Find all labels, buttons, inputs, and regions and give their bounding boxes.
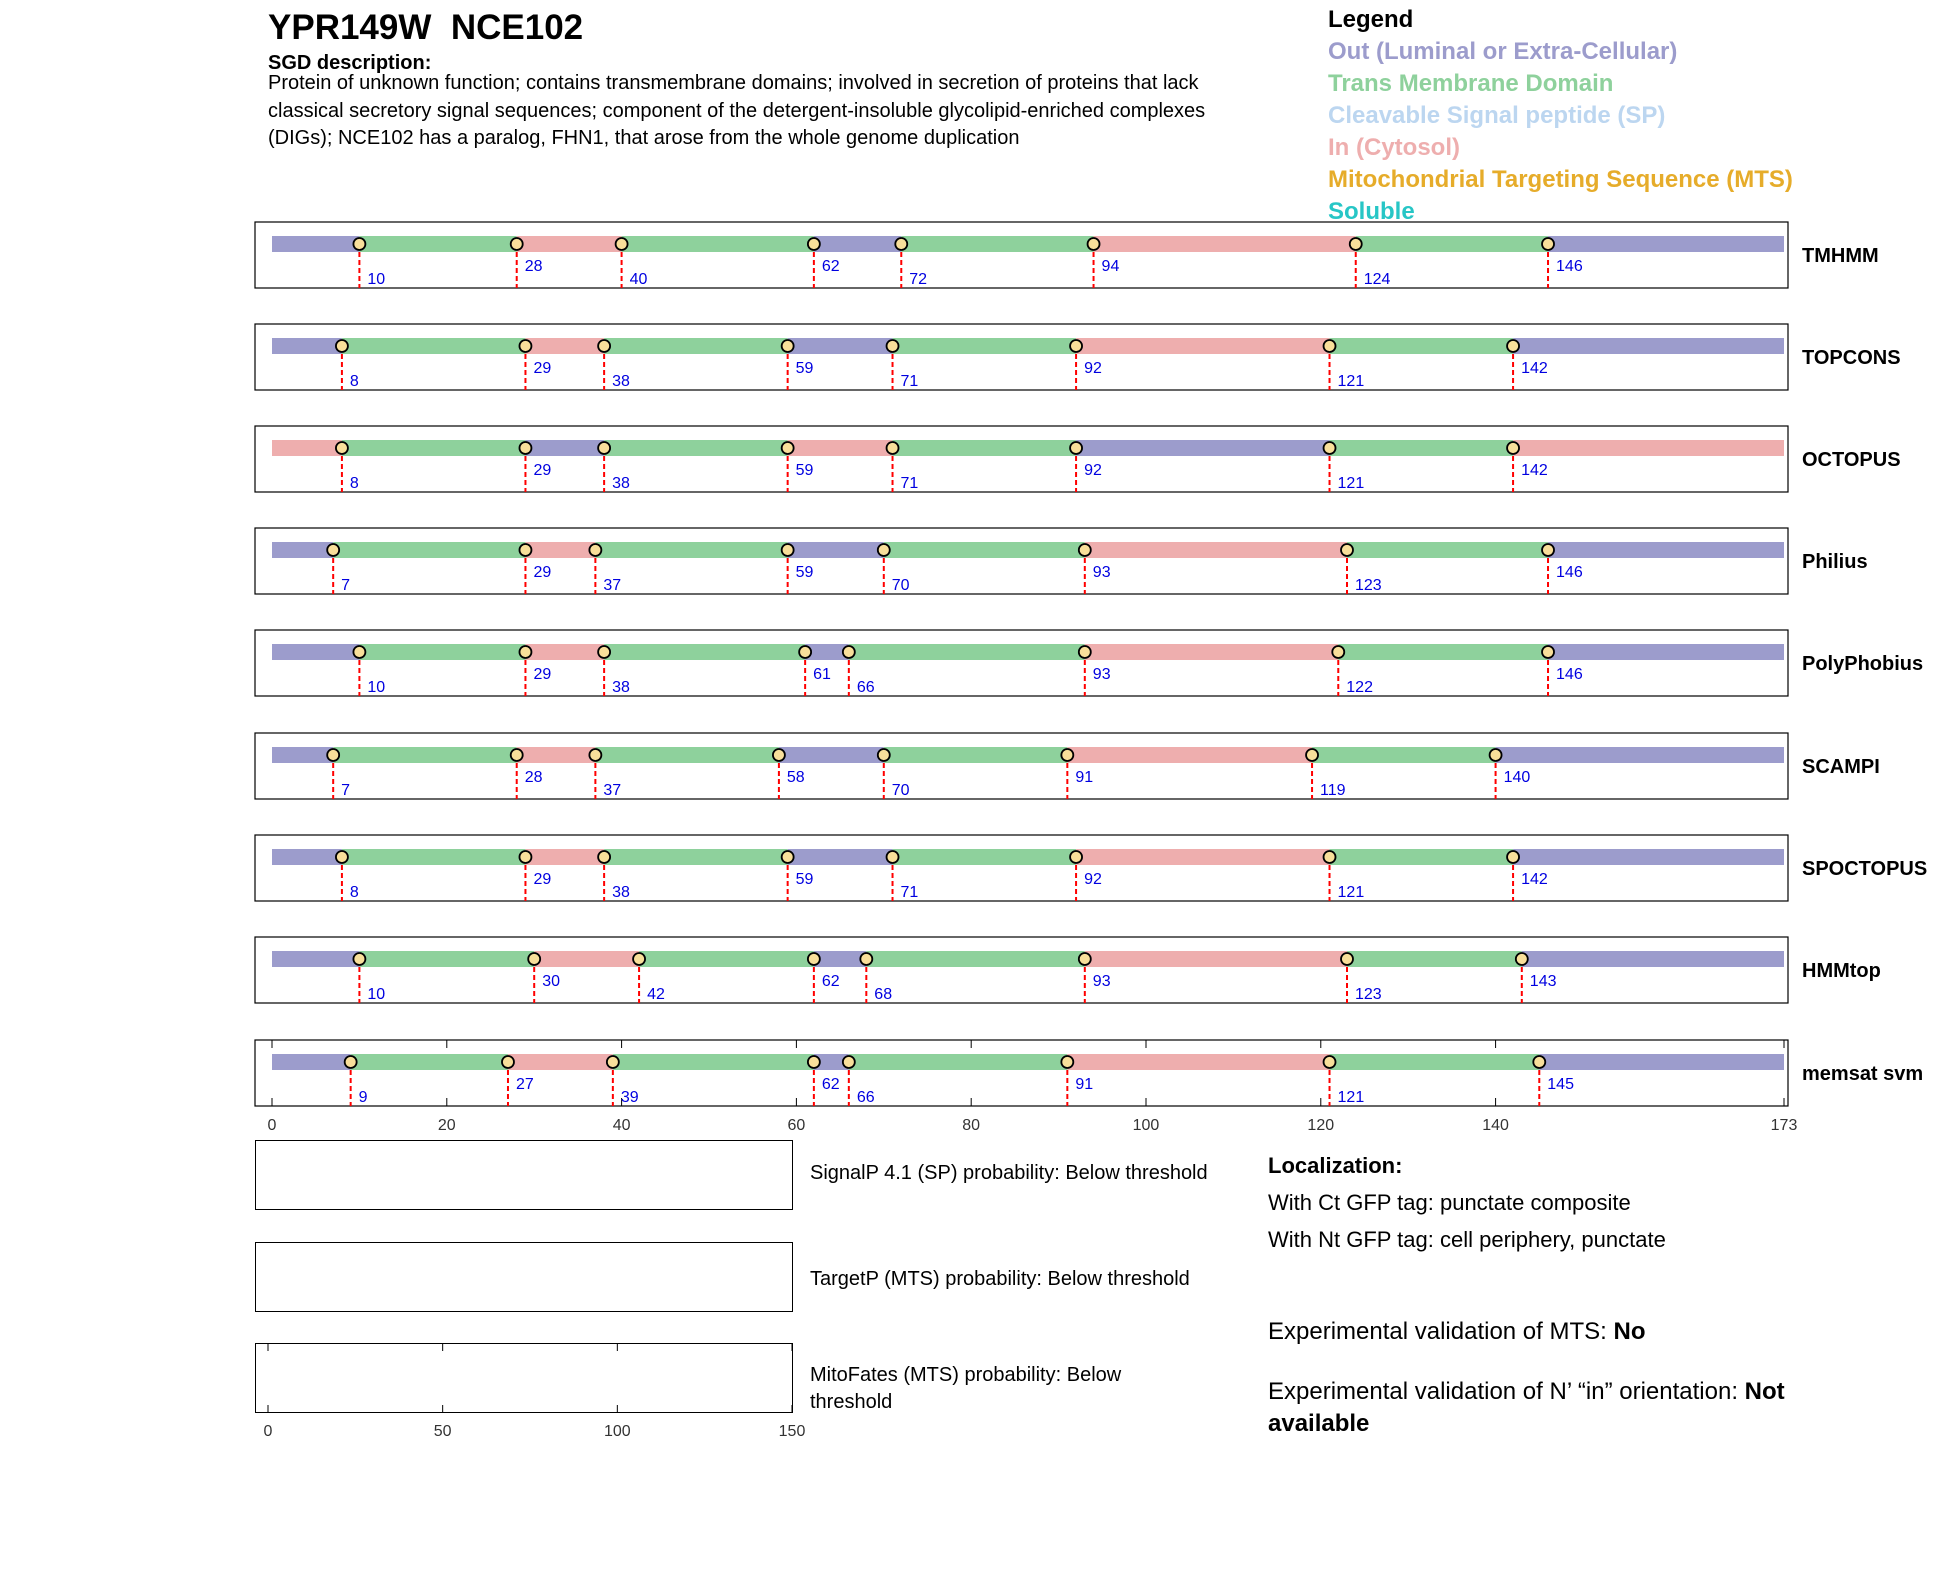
boundary-value-label: 119 (1320, 782, 1346, 799)
legend-item-out: Out (Luminal or Extra-Cellular) (1328, 38, 1678, 65)
boundary-value-label: 92 (1084, 871, 1102, 888)
boundary-marker (519, 646, 531, 658)
track-hmmtop (255, 937, 1881, 1003)
probability-axis-tick-label: 100 (603, 1423, 631, 1440)
targetp-label: TargetP (MTS) probability: Below threshold (810, 1268, 1190, 1290)
boundary-value-label: 62 (821, 258, 840, 275)
tm-segment (1330, 440, 1514, 456)
tm-segment (884, 747, 1068, 763)
boundary-marker (887, 851, 899, 863)
probability-axis-tick-label: 0 (263, 1423, 273, 1440)
loop-segment (1548, 542, 1784, 558)
track-polyphobius (255, 630, 1923, 696)
loop-segment (788, 542, 884, 558)
boundary-marker (1341, 544, 1353, 556)
loop-segment (272, 440, 342, 456)
boundary-marker (1324, 851, 1336, 863)
loop-segment (1076, 338, 1329, 354)
boundary-marker (353, 646, 365, 658)
boundary-marker (1341, 953, 1353, 965)
track-frame (255, 528, 1788, 594)
boundary-value-label: 121 (1337, 373, 1365, 390)
boundary-value-label: 62 (821, 973, 840, 990)
boundary-marker (502, 1056, 514, 1068)
loop-segment (525, 440, 604, 456)
tm-segment (849, 1054, 1067, 1070)
track-name-label: HMMtop (1802, 960, 1881, 982)
tm-segment (359, 951, 534, 967)
boundary-marker (353, 238, 365, 250)
boundary-marker (1061, 1056, 1073, 1068)
loop-segment (1085, 644, 1338, 660)
tm-segment (1347, 542, 1548, 558)
loop-segment (788, 338, 893, 354)
boundary-value-label: 93 (1092, 666, 1111, 683)
boundary-marker (860, 953, 872, 965)
tm-segment (604, 440, 788, 456)
boundary-value-label: 71 (900, 884, 919, 901)
tm-segment (893, 440, 1077, 456)
loop-segment (814, 236, 901, 252)
track-name-label: memsat svm (1802, 1063, 1924, 1085)
boundary-value-label: 10 (367, 271, 386, 288)
boundary-value-label: 27 (515, 1076, 534, 1093)
x-axis-tick-label: 140 (1482, 1117, 1509, 1134)
boundary-value-label: 59 (795, 462, 814, 479)
loop-segment (272, 338, 342, 354)
loop-segment (1085, 542, 1347, 558)
boundary-value-label: 38 (612, 679, 630, 696)
loop-segment (1548, 236, 1784, 252)
loop-segment (1496, 747, 1784, 763)
loop-segment (272, 747, 333, 763)
boundary-marker (1079, 953, 1091, 965)
boundary-value-label: 8 (349, 475, 359, 492)
boundary-marker (1079, 646, 1091, 658)
tm-segment (893, 849, 1077, 865)
tm-segment (884, 542, 1085, 558)
boundary-marker (327, 544, 339, 556)
tm-segment (893, 338, 1077, 354)
boundary-value-label: 92 (1084, 360, 1102, 377)
legend-item-tm: Trans Membrane Domain (1328, 70, 1614, 97)
track-name-label: SPOCTOPUS (1802, 858, 1928, 880)
orientation-validation (1268, 1376, 1888, 1440)
boundary-marker (1533, 1056, 1545, 1068)
boundary-value-label: 8 (349, 884, 359, 901)
boundary-value-label: 66 (856, 679, 875, 696)
boundary-marker (589, 749, 601, 761)
x-axis-tick-label: 40 (612, 1117, 631, 1134)
localization-title: Localization: (1268, 1153, 1403, 1178)
boundary-value-label: 28 (524, 769, 543, 786)
x-axis-tick-label: 120 (1307, 1117, 1335, 1134)
legend-title: Legend (1328, 6, 1414, 33)
boundary-value-label: 40 (629, 271, 648, 288)
tm-segment (1330, 849, 1514, 865)
boundary-value-label: 146 (1556, 258, 1583, 275)
tm-segment (595, 542, 787, 558)
boundary-marker (843, 646, 855, 658)
boundary-marker (519, 851, 531, 863)
boundary-marker (808, 953, 820, 965)
boundary-marker (519, 340, 531, 352)
boundary-marker (519, 442, 531, 454)
track-topcons (255, 324, 1901, 390)
tm-segment (1338, 644, 1548, 660)
boundary-marker (782, 442, 794, 454)
boundary-value-label: 30 (542, 973, 560, 990)
tm-segment (1347, 951, 1522, 967)
boundary-marker (528, 953, 540, 965)
track-name-label: OCTOPUS (1802, 449, 1901, 471)
probability-axis-tick-label: 50 (433, 1423, 452, 1440)
tm-segment (333, 542, 525, 558)
tm-segment (622, 236, 814, 252)
sgd-description-label: SGD description: (268, 52, 432, 74)
loop-segment (525, 542, 595, 558)
boundary-marker (1070, 851, 1082, 863)
loop-segment (1513, 338, 1784, 354)
tm-segment (901, 236, 1093, 252)
track-octopus (255, 426, 1901, 492)
mts-validation (1268, 1316, 1888, 1348)
tm-segment (604, 644, 805, 660)
mts-validation-value: No (1613, 1318, 1646, 1345)
track-frame (255, 733, 1788, 799)
boundary-marker (589, 544, 601, 556)
boundary-value-label: 29 (533, 666, 552, 683)
track-name-label: Philius (1802, 551, 1868, 573)
boundary-value-label: 62 (821, 1076, 840, 1093)
boundary-value-label: 91 (1075, 1076, 1094, 1093)
loop-segment (1548, 644, 1784, 660)
loop-segment (272, 1054, 351, 1070)
localization-ct: With Ct GFP tag: punctate composite (1268, 1190, 1631, 1215)
boundary-marker (336, 851, 348, 863)
tm-segment (595, 747, 779, 763)
boundary-marker (345, 1056, 357, 1068)
page-title: YPR149W NCE102 (268, 8, 584, 47)
x-axis-tick-label: 60 (787, 1117, 806, 1134)
boundary-marker (607, 1056, 619, 1068)
boundary-value-label: 28 (524, 258, 543, 275)
loop-segment (788, 440, 893, 456)
boundary-marker (598, 340, 610, 352)
boundary-marker (598, 851, 610, 863)
boundary-value-label: 94 (1101, 258, 1120, 275)
boundary-marker (1507, 442, 1519, 454)
boundary-value-label: 121 (1337, 475, 1365, 492)
track-frame (255, 426, 1788, 492)
boundary-value-label: 93 (1092, 973, 1111, 990)
boundary-value-label: 140 (1503, 769, 1531, 786)
tm-segment (342, 440, 526, 456)
boundary-marker (616, 238, 628, 250)
boundary-value-label: 29 (533, 360, 552, 377)
boundary-value-label: 38 (612, 884, 630, 901)
boundary-value-label: 9 (358, 1089, 368, 1106)
boundary-value-label: 7 (341, 577, 351, 594)
mts-validation-label: Experimental validation of MTS: (1268, 1318, 1614, 1345)
boundary-value-label: 123 (1355, 986, 1382, 1003)
tm-segment (1330, 338, 1514, 354)
boundary-marker (1324, 340, 1336, 352)
signalp-plot (255, 1140, 793, 1210)
loop-segment (517, 236, 622, 252)
boundary-marker (773, 749, 785, 761)
boundary-marker (519, 544, 531, 556)
boundary-marker (1542, 238, 1554, 250)
boundary-value-label: 123 (1355, 577, 1382, 594)
boundary-marker (895, 238, 907, 250)
boundary-marker (1350, 238, 1362, 250)
track-spoctopus (255, 835, 1927, 901)
boundary-marker (1306, 749, 1318, 761)
track-tmhmm (255, 222, 1879, 288)
mitofates-plot (255, 1343, 793, 1413)
boundary-marker (353, 953, 365, 965)
tm-segment (342, 849, 526, 865)
boundary-marker (633, 953, 645, 965)
boundary-value-label: 91 (1075, 769, 1094, 786)
x-axis-tick-label: 0 (267, 1117, 277, 1134)
tm-segment (333, 747, 517, 763)
orientation-validation-value: Not available (1268, 1378, 1785, 1437)
boundary-marker (887, 442, 899, 454)
boundary-value-label: 143 (1529, 973, 1557, 990)
targetp-plot (255, 1242, 793, 1312)
loop-segment (272, 951, 359, 967)
boundary-value-label: 61 (813, 666, 831, 683)
boundary-value-label: 121 (1337, 884, 1365, 901)
boundary-value-label: 38 (612, 373, 630, 390)
legend-item-soluble: Soluble (1328, 198, 1415, 225)
boundary-marker (511, 238, 523, 250)
tm-segment (1330, 1054, 1540, 1070)
boundary-marker (808, 238, 820, 250)
tm-segment (849, 644, 1085, 660)
mitofates-label: MitoFates (MTS) probability: Below threshold (810, 1364, 1122, 1413)
boundary-value-label: 58 (786, 769, 805, 786)
boundary-marker (1324, 1056, 1336, 1068)
track-frame (255, 1040, 1788, 1106)
boundary-value-label: 38 (612, 475, 630, 492)
boundary-value-label: 70 (891, 577, 910, 594)
loop-segment (1085, 951, 1347, 967)
loop-segment (525, 338, 604, 354)
boundary-value-label: 71 (900, 373, 919, 390)
boundary-value-label: 29 (533, 871, 552, 888)
boundary-value-label: 59 (795, 360, 814, 377)
boundary-marker (598, 442, 610, 454)
tm-segment (351, 1054, 508, 1070)
boundary-value-label: 68 (874, 986, 893, 1003)
boundary-value-label: 29 (533, 462, 552, 479)
x-axis-tick-label: 173 (1770, 1117, 1798, 1134)
loop-segment (1513, 440, 1784, 456)
boundary-value-label: 142 (1521, 462, 1548, 479)
boundary-marker (1061, 749, 1073, 761)
track-name-label: TOPCONS (1802, 347, 1901, 369)
boundary-marker (878, 544, 890, 556)
boundary-marker (1070, 442, 1082, 454)
boundary-marker (887, 340, 899, 352)
loop-segment (1513, 849, 1784, 865)
loop-segment (779, 747, 884, 763)
boundary-marker (1490, 749, 1502, 761)
tm-segment (639, 951, 814, 967)
boundary-value-label: 29 (533, 564, 552, 581)
boundary-marker (1070, 340, 1082, 352)
loop-segment (517, 747, 596, 763)
boundary-marker (336, 442, 348, 454)
loop-segment (1067, 1054, 1329, 1070)
boundary-value-label: 42 (647, 986, 665, 1003)
boundary-marker (1079, 544, 1091, 556)
sgd-description-text: Protein of unknown function; contains transmembrane domains; involved in secretion of proteins that lack classical secretory signal sequences; component of the detergent-insoluble glycolipid-enriched complexes (DIGs); NCE102 has a paralog, FHN1, that arose from the whole genome duplication (268, 72, 1206, 149)
signalp-label: SignalP 4.1 (SP) probability: Below threshold (810, 1162, 1208, 1184)
boundary-value-label: 92 (1084, 462, 1102, 479)
boundary-marker (782, 851, 794, 863)
boundary-value-label: 124 (1363, 271, 1391, 288)
track-name-label: PolyPhobius (1802, 653, 1924, 675)
boundary-marker (327, 749, 339, 761)
boundary-marker (782, 544, 794, 556)
boundary-value-label: 142 (1521, 360, 1548, 377)
loop-segment (1076, 440, 1329, 456)
tm-segment (359, 236, 516, 252)
tm-segment (1356, 236, 1548, 252)
boundary-marker (1542, 646, 1554, 658)
loop-segment (508, 1054, 613, 1070)
track-frame (255, 324, 1788, 390)
boundary-marker (1507, 851, 1519, 863)
boundary-value-label: 121 (1337, 1089, 1365, 1106)
boundary-value-label: 10 (367, 679, 386, 696)
x-axis-tick-label: 80 (962, 1117, 981, 1134)
boundary-marker (808, 1056, 820, 1068)
track-frame (255, 630, 1788, 696)
legend-item-in: In (Cytosol) (1328, 134, 1460, 161)
track-name-label: TMHMM (1802, 245, 1879, 267)
tm-segment (604, 849, 788, 865)
localization-nt: With Nt GFP tag: cell periphery, punctate (1268, 1227, 1666, 1252)
boundary-marker (1332, 646, 1344, 658)
loop-segment (272, 236, 359, 252)
boundary-value-label: 142 (1521, 871, 1548, 888)
track-name-label: SCAMPI (1802, 756, 1880, 778)
x-axis-tick-label: 100 (1132, 1117, 1160, 1134)
track-scampi (255, 733, 1880, 799)
tm-segment (359, 644, 525, 660)
boundary-marker (878, 749, 890, 761)
boundary-marker (1542, 544, 1554, 556)
boundary-value-label: 59 (795, 871, 814, 888)
loop-segment (1076, 849, 1329, 865)
boundary-marker (1516, 953, 1528, 965)
orientation-validation-label: Experimental validation of N’ “in” orientation: (1268, 1378, 1745, 1405)
loop-segment (814, 951, 866, 967)
track-memsat-svm (255, 1040, 1923, 1134)
boundary-value-label: 37 (603, 577, 622, 594)
boundary-value-label: 122 (1346, 679, 1373, 696)
boundary-value-label: 145 (1547, 1076, 1574, 1093)
loop-segment (1067, 747, 1312, 763)
boundary-value-label: 93 (1092, 564, 1111, 581)
track-frame (255, 937, 1788, 1003)
tm-segment (613, 1054, 814, 1070)
legend-item-mts: Mitochondrial Targeting Sequence (MTS) (1328, 166, 1793, 193)
track-frame (255, 835, 1788, 901)
boundary-value-label: 71 (900, 475, 919, 492)
boundary-value-label: 8 (349, 373, 359, 390)
boundary-value-label: 39 (620, 1089, 639, 1106)
boundary-value-label: 37 (603, 782, 622, 799)
probability-axis-tick-label: 150 (778, 1423, 806, 1440)
loop-segment (525, 644, 604, 660)
boundary-marker (843, 1056, 855, 1068)
boundary-marker (1507, 340, 1519, 352)
track-frame (255, 222, 1788, 288)
boundary-marker (782, 340, 794, 352)
tm-segment (342, 338, 526, 354)
loop-segment (272, 849, 342, 865)
boundary-marker (1088, 238, 1100, 250)
loop-segment (1539, 1054, 1784, 1070)
boundary-value-label: 72 (909, 271, 928, 288)
boundary-value-label: 70 (891, 782, 910, 799)
tm-segment (866, 951, 1084, 967)
boundary-value-label: 146 (1556, 564, 1583, 581)
boundary-marker (598, 646, 610, 658)
boundary-value-label: 10 (367, 986, 386, 1003)
boundary-value-label: 7 (341, 782, 351, 799)
loop-segment (272, 542, 333, 558)
x-axis-tick-label: 20 (437, 1117, 456, 1134)
boundary-value-label: 66 (856, 1089, 875, 1106)
boundary-marker (799, 646, 811, 658)
tm-segment (604, 338, 788, 354)
track-philius (255, 528, 1868, 594)
loop-segment (525, 849, 604, 865)
boundary-marker (511, 749, 523, 761)
boundary-value-label: 59 (795, 564, 814, 581)
tm-segment (1312, 747, 1496, 763)
loop-segment (1522, 951, 1784, 967)
loop-segment (272, 644, 359, 660)
loop-segment (534, 951, 639, 967)
legend-item-sp: Cleavable Signal peptide (SP) (1328, 102, 1666, 129)
boundary-marker (1324, 442, 1336, 454)
loop-segment (788, 849, 893, 865)
loop-segment (1094, 236, 1356, 252)
boundary-marker (336, 340, 348, 352)
boundary-value-label: 146 (1556, 666, 1583, 683)
